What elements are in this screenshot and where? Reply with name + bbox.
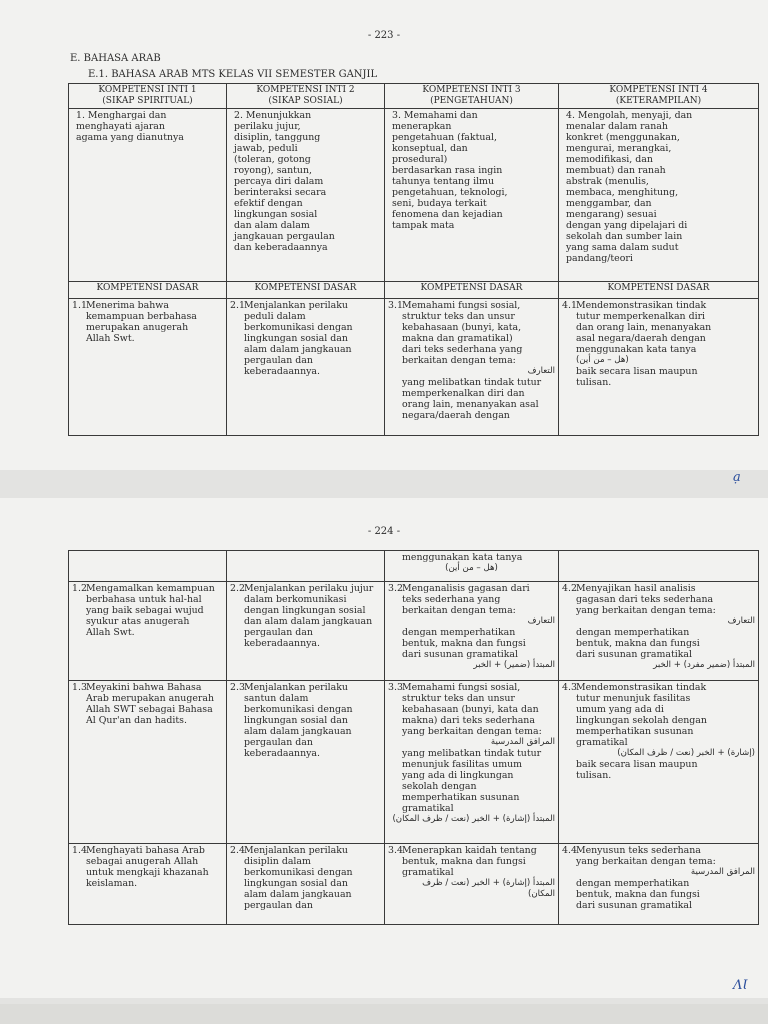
text-line: memperhatikan susunan — [402, 792, 520, 803]
text-line: tutur memperkenalkan diri — [576, 311, 706, 322]
text-line: Meyakini bahwa Bahasa — [86, 682, 202, 693]
kd-header-1: KOMPETENSI DASAR — [69, 282, 227, 299]
text-line: lingkungan sekolah dengan — [576, 715, 707, 726]
text-line: bentuk, makna dan fungsi — [402, 856, 526, 867]
page-224 — [0, 498, 768, 998]
text-line: berkomunikasi dengan — [244, 322, 353, 333]
kd-2-4: 2.4Menjalankan perilaku disiplin dalam berkomunikasi dengan lingkungan sosial dan alam dalam jangkauan pergaulan dan — [227, 844, 385, 925]
kd-row-2 — [69, 582, 759, 681]
text-line: 1. Menghargai dan — [76, 110, 167, 121]
text-line: dalam berkomunikasi — [244, 594, 347, 605]
kd-1-2: 1.2Mengamalkan kemampuan berbahasa untuk hal-hal yang baik sebagai wujud syukur atas anugerah Allah Swt. — [69, 582, 227, 681]
text-line: bentuk, makna dan fungsi — [576, 638, 700, 649]
kd-4-3: 4.3Mendemonstrasikan tindak tutur menunjuk fasilitas umum yang ada di lingkungan sekolah dengan memperhatikan susunan gramatikal (إشارة) + الخبر (نعت / ظرف المكان) baik secara lisan maupun tulisan. — [559, 681, 759, 844]
ki4-text — [559, 109, 759, 282]
text-line: merupakan anugerah — [86, 322, 189, 333]
text-line: lingkungan sosial dan — [244, 878, 348, 889]
text-line: tulisan. — [576, 770, 612, 781]
kd-row-3 — [69, 681, 759, 844]
ki2-text — [227, 109, 385, 282]
text-line: alam dalam jangkauan — [244, 889, 352, 900]
text-line: menggunakan kata tanya — [576, 344, 697, 355]
text-line: negara/daerah dengan — [402, 410, 510, 421]
text-line: Menjalankan perilaku — [244, 300, 348, 311]
text-line: lingkungan sosial dan — [244, 715, 348, 726]
text-line: konkret (menggunakan, — [566, 132, 680, 143]
text-line: disiplin dalam — [244, 856, 311, 867]
continuation-row — [69, 551, 759, 582]
text-line: berkaitan dengan tema: — [402, 355, 516, 366]
arabic-question-words: (هل – من أين) — [576, 355, 629, 365]
text-line: Memahami fungsi sosial, — [402, 682, 521, 693]
text-line: abstrak (menulis, — [566, 176, 649, 187]
text-line: lingkungan sosial — [234, 209, 318, 220]
text-line: fenomena dan kejadian — [392, 209, 503, 220]
text-line: struktur teks dan unsur — [402, 693, 515, 704]
page-223 — [0, 0, 768, 485]
text-line: jangkauan pergaulan — [234, 231, 335, 242]
text-line: menunjuk fasilitas umum — [402, 759, 523, 770]
text-line: gagasan dari teks sederhana — [576, 594, 714, 605]
ki1-text — [69, 109, 227, 282]
ki4-header: KOMPETENSI INTI 4 (KETERAMPILAN) — [559, 84, 759, 109]
text-line: teks sederhana yang — [402, 594, 501, 605]
text-line: dari susunan gramatikal — [576, 649, 692, 660]
text-line: membuat) dan ranah — [566, 165, 666, 176]
text-line: umum yang ada di — [576, 704, 664, 715]
text-line: Mendemonstrasikan tindak — [576, 300, 707, 311]
text-line: dan alam dalam jangkauan — [244, 616, 373, 627]
text-line: sekolah dan sumber lain — [566, 231, 683, 242]
kd-header-row — [69, 282, 759, 299]
pen-mark-2: ɅƖ — [733, 978, 748, 993]
kd-header-4: KOMPETENSI DASAR — [559, 282, 759, 299]
text-line: dari susunan gramatikal — [402, 649, 518, 660]
text-line: lingkungan sosial dan — [244, 333, 348, 344]
kd-3-4: 3.4Menerapkan kaidah tentang bentuk, makna dan fungsi gramatikal المبتدأ (إشارة) + الخبر (نعت / ظرف المكان) — [385, 844, 559, 925]
text-line: dan alam dalam — [234, 220, 310, 231]
text-line: peduli dalam — [244, 311, 306, 322]
kd-1-3: 1.3Meyakini bahwa Bahasa Arab merupakan anugerah Allah SWT sebagai Bahasa Al Qur'an dan hadits. — [69, 681, 227, 844]
text-line: 4. Mengolah, menyaji, dan — [566, 110, 693, 121]
text-line: yang melibatkan tindak tutur — [402, 377, 542, 388]
text-line: baik secara lisan maupun — [576, 366, 698, 377]
cont-c3: menggunakan kata tanya (هل – من أين) — [385, 551, 559, 582]
text-line: pergaulan dan — [244, 355, 313, 366]
kd-row-1 — [69, 299, 759, 436]
competency-table-page2 — [68, 550, 759, 925]
kd-header-2: KOMPETENSI DASAR — [227, 282, 385, 299]
text-line: menggunakan kata tanya — [402, 552, 523, 563]
text-line: keberadaannya. — [244, 366, 320, 377]
kd-4-4: 4.4Menyusun teks sederhana yang berkaitan dengan tema: المرافق المدرسية dengan memperhatikan bentuk, makna dan fungsi dari susunan gramatikal — [559, 844, 759, 925]
text-line: sekolah dengan — [402, 781, 477, 792]
text-line: prosedural) — [392, 154, 448, 165]
text-line: keberadaannya. — [244, 638, 320, 649]
text-line: Arab merupakan anugerah — [86, 693, 214, 704]
text-line: bentuk, makna dan fungsi — [576, 889, 700, 900]
text-line: dan keberadaannya — [234, 242, 328, 253]
text-line: pengetahuan, teknologi, — [392, 187, 508, 198]
text-line: syukur atas anugerah — [86, 616, 190, 627]
text-line: yang berkaitan dengan tema: — [576, 856, 716, 867]
text-line: seni, budaya terkait — [392, 198, 487, 209]
text-line: pengetahuan (faktual, — [392, 132, 497, 143]
text-line: percaya diri dalam — [234, 176, 324, 187]
text-line: dengan memperhatikan — [576, 878, 690, 889]
text-line: gramatikal — [402, 867, 454, 878]
text-line: Menyajikan hasil analisis — [576, 583, 696, 594]
text-line: pandang/teori — [566, 253, 633, 264]
text-line: Menyusun teks sederhana — [576, 845, 701, 856]
text-line: dengan yang dipelajari di — [566, 220, 688, 231]
page-number: - 224 - — [367, 526, 401, 537]
kd-3-2: 3.2Menganalisis gagasan dari teks sederhana yang berkaitan dengan tema: التعارف dengan memperhatikan bentuk, makna dan fungsi dari susunan gramatikal المبتدأ (ضمير) + الخبر — [385, 582, 559, 681]
text-line: berkomunikasi dengan — [244, 704, 353, 715]
cont-c4 — [559, 551, 759, 582]
text-line: agama yang dianutnya — [76, 132, 184, 143]
text-line: santun dalam — [244, 693, 309, 704]
text-line: 3. Memahami dan — [392, 110, 478, 121]
text-line: tulisan. — [576, 377, 612, 388]
text-line: kebahasaan (bunyi, kata, — [402, 322, 522, 333]
text-line: struktur teks dan unsur — [402, 311, 515, 322]
text-line: berkomunikasi dengan — [244, 867, 353, 878]
kd-4-1: 4.1Mendemonstrasikan tindak tutur memperkenalkan diri dan orang lain, menanyakan asal negara/daerah dengan menggunakan kata tanya (هل – من أين) baik secara lisan maupun tulisan. — [559, 299, 759, 436]
text-line: Mengamalkan kemampuan — [86, 583, 215, 594]
text-line: memperhatikan susunan — [576, 726, 694, 737]
text-line: Menjalankan perilaku jujur — [244, 583, 374, 594]
text-line: dengan memperhatikan — [402, 627, 516, 638]
text-line: konseptual, dan — [392, 143, 468, 154]
text-line: dari susunan gramatikal — [576, 900, 692, 911]
text-line: Al Qur'an dan hadits. — [86, 715, 187, 726]
kd-header-3: KOMPETENSI DASAR — [385, 282, 559, 299]
kd-1-4: 1.4Menghayati bahasa Arab sebagai anugerah Allah untuk mengkaji khazanah keislaman. — [69, 844, 227, 925]
text-line: Menerapkan kaidah tentang — [402, 845, 537, 856]
text-line: Allah Swt. — [86, 627, 135, 638]
kd-3-3: 3.3Memahami fungsi sosial, struktur teks dan unsur kebahasaan (bunyi, kata dan makna) dari teks sederhana yang berkaitan dengan tema: المرافق المدرسية yang melibatkan tindak tutur menunjuk fasilitas umum yang ada di lingkungan sekolah dengan memperhatikan susunan gramatikal المبتدأ (إشارة) + الخبر (نعت / ظرف المكان) — [385, 681, 559, 844]
scan-bottom-edge — [0, 1004, 768, 1024]
text-line: sebagai anugerah Allah — [86, 856, 199, 867]
text-line: memodifikasi, dan — [566, 154, 653, 165]
text-line: disiplin, tanggung — [234, 132, 321, 143]
arabic-theme: التعارف — [527, 366, 555, 376]
text-line: mengarang) sesuai — [566, 209, 657, 220]
text-line: Menerima bahwa — [86, 300, 169, 311]
text-line: pergaulan dan — [244, 900, 313, 911]
text-line: pergaulan dan — [244, 627, 313, 638]
text-line: gramatikal — [402, 803, 454, 814]
text-line: untuk mengkaji khazanah — [86, 867, 209, 878]
text-line: tutur menunjuk fasilitas — [576, 693, 691, 704]
text-line: yang baik sebagai wujud — [86, 605, 204, 616]
kd-2-3: 2.3Menjalankan perilaku santun dalam berkomunikasi dengan lingkungan sosial dan alam dalam jangkauan pergaulan dan keberadaannya. — [227, 681, 385, 844]
text-line: berdasarkan rasa ingin — [392, 165, 503, 176]
text-line: Menjalankan perilaku — [244, 682, 348, 693]
ki1-header: KOMPETENSI INTI 1 (SIKAP SPIRITUAL) — [69, 84, 227, 109]
kd-2-1: 2.1Menjalankan perilaku peduli dalam berkomunikasi dengan lingkungan sosial dan alam dalam jangkauan pergaulan dan keberadaannya. — [227, 299, 385, 436]
ki-header-row — [69, 84, 759, 109]
text-line: alam dalam jangkauan — [244, 344, 352, 355]
text-line: makna) dari teks sederhana — [402, 715, 535, 726]
text-line: Menganalisis gagasan dari — [402, 583, 530, 594]
text-line: membaca, menghitung, — [566, 187, 679, 198]
kd-row-4 — [69, 844, 759, 925]
text-line: dari teks sederhana yang — [402, 344, 523, 355]
cont-c1 — [69, 551, 227, 582]
text-line: berkaitan dengan tema: — [402, 605, 516, 616]
text-line: Allah SWT sebagai Bahasa — [86, 704, 213, 715]
ki3-header: KOMPETENSI INTI 3 (PENGETAHUAN) — [385, 84, 559, 109]
text-line: efektif dengan — [234, 198, 303, 209]
text-line: yang berkaitan dengan tema: — [576, 605, 716, 616]
text-line: perilaku jujur, — [234, 121, 301, 132]
text-line: keberadaannya. — [244, 748, 320, 759]
text-line: berbahasa untuk hal-hal — [86, 594, 202, 605]
text-line: asal negara/daerah dengan — [576, 333, 706, 344]
page-number: - 223 - — [367, 30, 401, 41]
text-line: royong), santun, — [234, 165, 312, 176]
pen-mark-1: ạ — [733, 470, 741, 485]
text-line: Menjalankan perilaku — [244, 845, 348, 856]
text-line: orang lain, menanyakan asal — [402, 399, 539, 410]
kd-3-1: 3.1Memahami fungsi sosial, struktur teks dan unsur kebahasaan (bunyi, kata, makna dan gramatikal) dari teks sederhana yang berkaitan dengan tema: التعارف yang melibatkan tindak tutur memperkenalkan diri dan orang lain, menanyakan asal negara/daerah dengan — [385, 299, 559, 436]
text-line: Allah Swt. — [86, 333, 135, 344]
text-line: yang sama dalam sudut — [566, 242, 679, 253]
ki3-text — [385, 109, 559, 282]
ki-content-row — [69, 109, 759, 282]
text-line: bentuk, makna dan fungsi — [402, 638, 526, 649]
text-line: memperkenalkan diri dan — [402, 388, 525, 399]
kd-4-2: 4.2Menyajikan hasil analisis gagasan dari teks sederhana yang berkaitan dengan tema: التعارف dengan memperhatikan bentuk, makna dan fungsi dari susunan gramatikal المبتدأ (ضمير مفرد) + الخبر — [559, 582, 759, 681]
text-line: kebahasaan (bunyi, kata dan — [402, 704, 539, 715]
text-line: yang ada di lingkungan — [402, 770, 514, 781]
competency-table-page1 — [68, 83, 759, 436]
text-line: jawab, peduli — [234, 143, 298, 154]
ki2-header: KOMPETENSI INTI 2 (SIKAP SOSIAL) — [227, 84, 385, 109]
text-line: mengurai, merangkai, — [566, 143, 672, 154]
text-line: tahunya tentang ilmu — [392, 176, 494, 187]
text-line: menalar dalam ranah — [566, 121, 668, 132]
text-line: yang berkaitan dengan tema: — [402, 726, 542, 737]
text-line: dengan memperhatikan — [576, 627, 690, 638]
subsection-heading: E.1. BAHASA ARAB MTS KELAS VII SEMESTER GANJIL — [88, 69, 378, 80]
text-line: gramatikal — [576, 737, 628, 748]
kd-2-2: 2.2Menjalankan perilaku jujur dalam berkomunikasi dengan lingkungan sosial dan alam dalam jangkauan pergaulan dan keberadaannya. — [227, 582, 385, 681]
text-line: kemampuan berbahasa — [86, 311, 197, 322]
section-heading: E. BAHASA ARAB — [70, 53, 161, 64]
text-line: menghayati ajaran — [76, 121, 165, 132]
text-line: keislaman. — [86, 878, 138, 889]
text-line: dengan lingkungan sosial — [244, 605, 366, 616]
text-line: baik secara lisan maupun — [576, 759, 698, 770]
text-line: makna dan gramatikal) — [402, 333, 513, 344]
kd-1-1: 1.1Menerima bahwa kemampuan berbahasa merupakan anugerah Allah Swt. — [69, 299, 227, 436]
text-line: Memahami fungsi sosial, — [402, 300, 521, 311]
text-line: tampak mata — [392, 220, 455, 231]
text-line: yang melibatkan tindak tutur — [402, 748, 542, 759]
text-line: (toleran, gotong — [234, 154, 311, 165]
text-line: alam dalam jangkauan — [244, 726, 352, 737]
text-line: 2. Menunjukkan — [234, 110, 312, 121]
text-line: menerapkan — [392, 121, 452, 132]
cont-c2 — [227, 551, 385, 582]
text-line: Mendemonstrasikan tindak — [576, 682, 707, 693]
text-line: dan orang lain, menanyakan — [576, 322, 712, 333]
text-line: pergaulan dan — [244, 737, 313, 748]
text-line: Menghayati bahasa Arab — [86, 845, 205, 856]
text-line: berinteraksi secara — [234, 187, 327, 198]
text-line: menggambar, dan — [566, 198, 652, 209]
